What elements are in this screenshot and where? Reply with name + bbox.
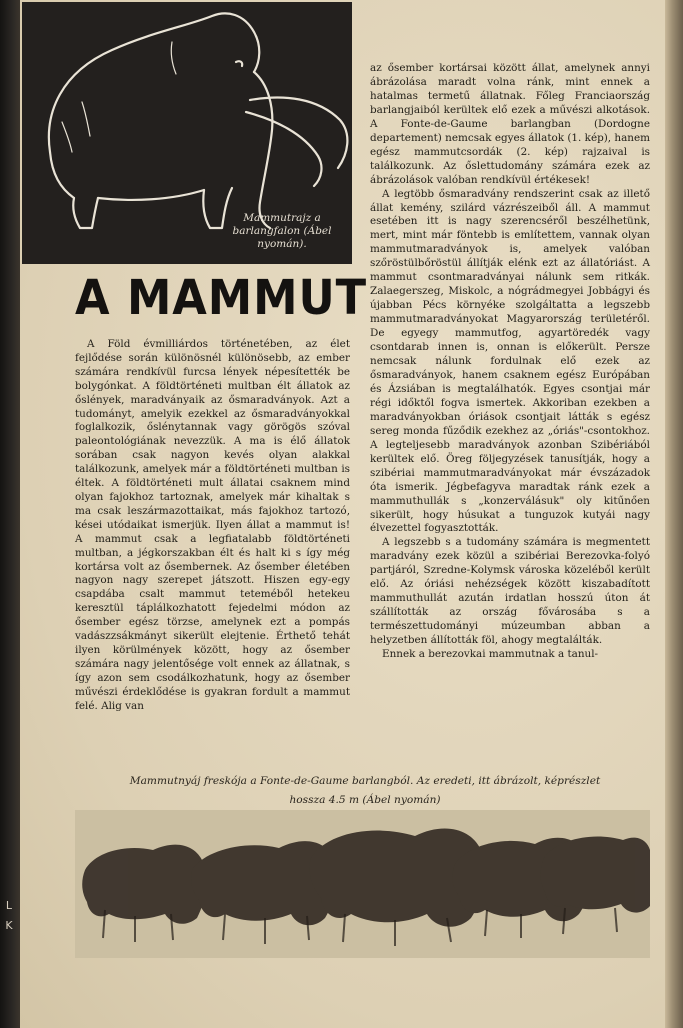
fresco-caption [75, 772, 655, 810]
body-paragraph: A legszebb s a tudomány számára is megmentett maradvány ezek közül a szibériai Berezovka-folyó partjáról, Szredne-Kolymsk városka közeléből került elő. Az óriási nehézségek között kiszabadított mammuthullát azután irdatlan hosszú úton át szállították az ország fővárosába s a természettudományi múzeumban abban a helyzetben állították föl, ahogy megtalálták. [370, 536, 650, 647]
fresco-painting [75, 810, 650, 958]
body-paragraph: A Föld évmilliárdos történetében, az élet fejlődése során különösnél különösebb, az ember számára rendkívül furcsa lények népesítették be bolygónkat. A földtörténeti multban élt állatok az őslények, maradványaik az ősmaradványok. Azt a tudományt, amelyik ezekkel az ősmaradványokkal foglalkozik, őslénytannak vagy görögös szóval paleontológiának nevezzük. A ma is élő állatok sorában csak nagyon kevés olyan alakkal találkozunk, amelyek már a földtörténeti multban is éltek. A földtörténeti mult állatai csaknem mind olyan fajokhoz tartoznak, amelyek már kihaltak s ma csak leszármazottaikat, más fajokhoz tartozó, kései utódaikat ismerjük. Ilyen állat a mammut is! A mammut csak a legfiatalabb földtörténeti multban, a jégkorszakban élt és halt ki s így még kortársa volt az ősembernek. Az ősember életében nagyon nagy szerepet játszott. Hiszen egy-egy csapdába csalt mammut teteméből hetekeu keresztül táplálkozhatott fejedelmi módon az ősember egész törzse, amelynek ezt a pompás vadászzsákmányt sikerült elejtenie. Érthető tehát ilyen körülmények között, hogy az ősember számára nagy jelentősége volt ennek az állatnak, s így azon sem csodálkozhatunk, hogy az ősember művészi érdeklődése is gyakran fordult a mammut felé. Alig van [75, 338, 350, 712]
body-paragraph: A legtöbb ősmaradvány rendszerint csak az illető állat kemény, szilárd vázrészeiből áll. A mammut esetében itt is nagy szerencséről beszélhetünk, mert, mint már föntebb is említettem, vannak olyan mammutmaradványok is, amelyek valóban szőröstülbőröstül állítják elénk ezt az állatóriást. A mammut csontmaradványai nálunk sem ritkák. Zalaegerszeg, Miskolc, a nógrádmegyei Jobbágyi és újabban Pécs környéke szolgáltatta a legszebb mammutmaradványokat Magyarország területéről. De egyegy mammutfog, agyartöredék vagy csontdarab innen is, onnan is előkerült. Persze nemcsak nálunk fordulnak elő ezek az ősmaradványok, hanem csaknem egész Európában és Ázsiában is megtalálhatók. Egyes csontjai már régi időktől fogva ismertek. Akkoriban ezekben a maradványokban óriások csontjait látták s egész sereg monda fűződik ezekhez az „óriás"-csontokhoz. A legteljesebb maradványok azonban Szibériából kerültek elő. Öreg följegyzések tanusítják, hogy a szibériai mammutmaradványokat már évszázadok óta ismerik. Jégbefagyva maradtak ránk ezek a mammuthullák s „konzerválásuk" oly kitűnően sikerült, hogy húsukat a tunguzok kutyái nagy élvezettel fogyasztották. [370, 187, 650, 535]
mammoth-drawing-photo [22, 2, 352, 264]
left-column [75, 338, 350, 713]
left-page-edge [0, 0, 20, 1028]
photo-caption: Mammutrajz a barlangfalon (Ábel nyomán). [232, 212, 332, 250]
fresco-caption-line: hossza 4.5 m (Ábel nyomán) [289, 794, 441, 806]
body-paragraph: az ősember kortársai között állat, amelynek annyi ábrázolása maradt volna ránk, mint ennek a hatalmas termetű állatnak. Főleg Franciaország barlangjaiból kerültek elő ezek a művészi alkotások. A Fonte-de-Gaume barlangban (Dordogne departement) nemcsak egyes állatok (1. kép), hanem egész mammutcsordák (2. kép) rajzaival is találkozunk. Az őslettudomány számára ezek az ábrázolások valóban rendkívül értékesek! [370, 62, 650, 186]
right-page-edge [665, 0, 683, 1028]
right-column [370, 62, 650, 662]
body-paragraph: Ennek a berezovkai mammutnak a tanul- [382, 648, 599, 661]
fresco-caption-line: Mammutnyáj freskója a Fonte-de-Gaume barlangból. Az eredeti, itt ábrázolt, képrészlet [129, 775, 601, 787]
mammoth-herd-fresco [75, 810, 650, 958]
edge-letters: L K [5, 899, 13, 932]
article-headline: A MAMMUT [75, 270, 368, 326]
